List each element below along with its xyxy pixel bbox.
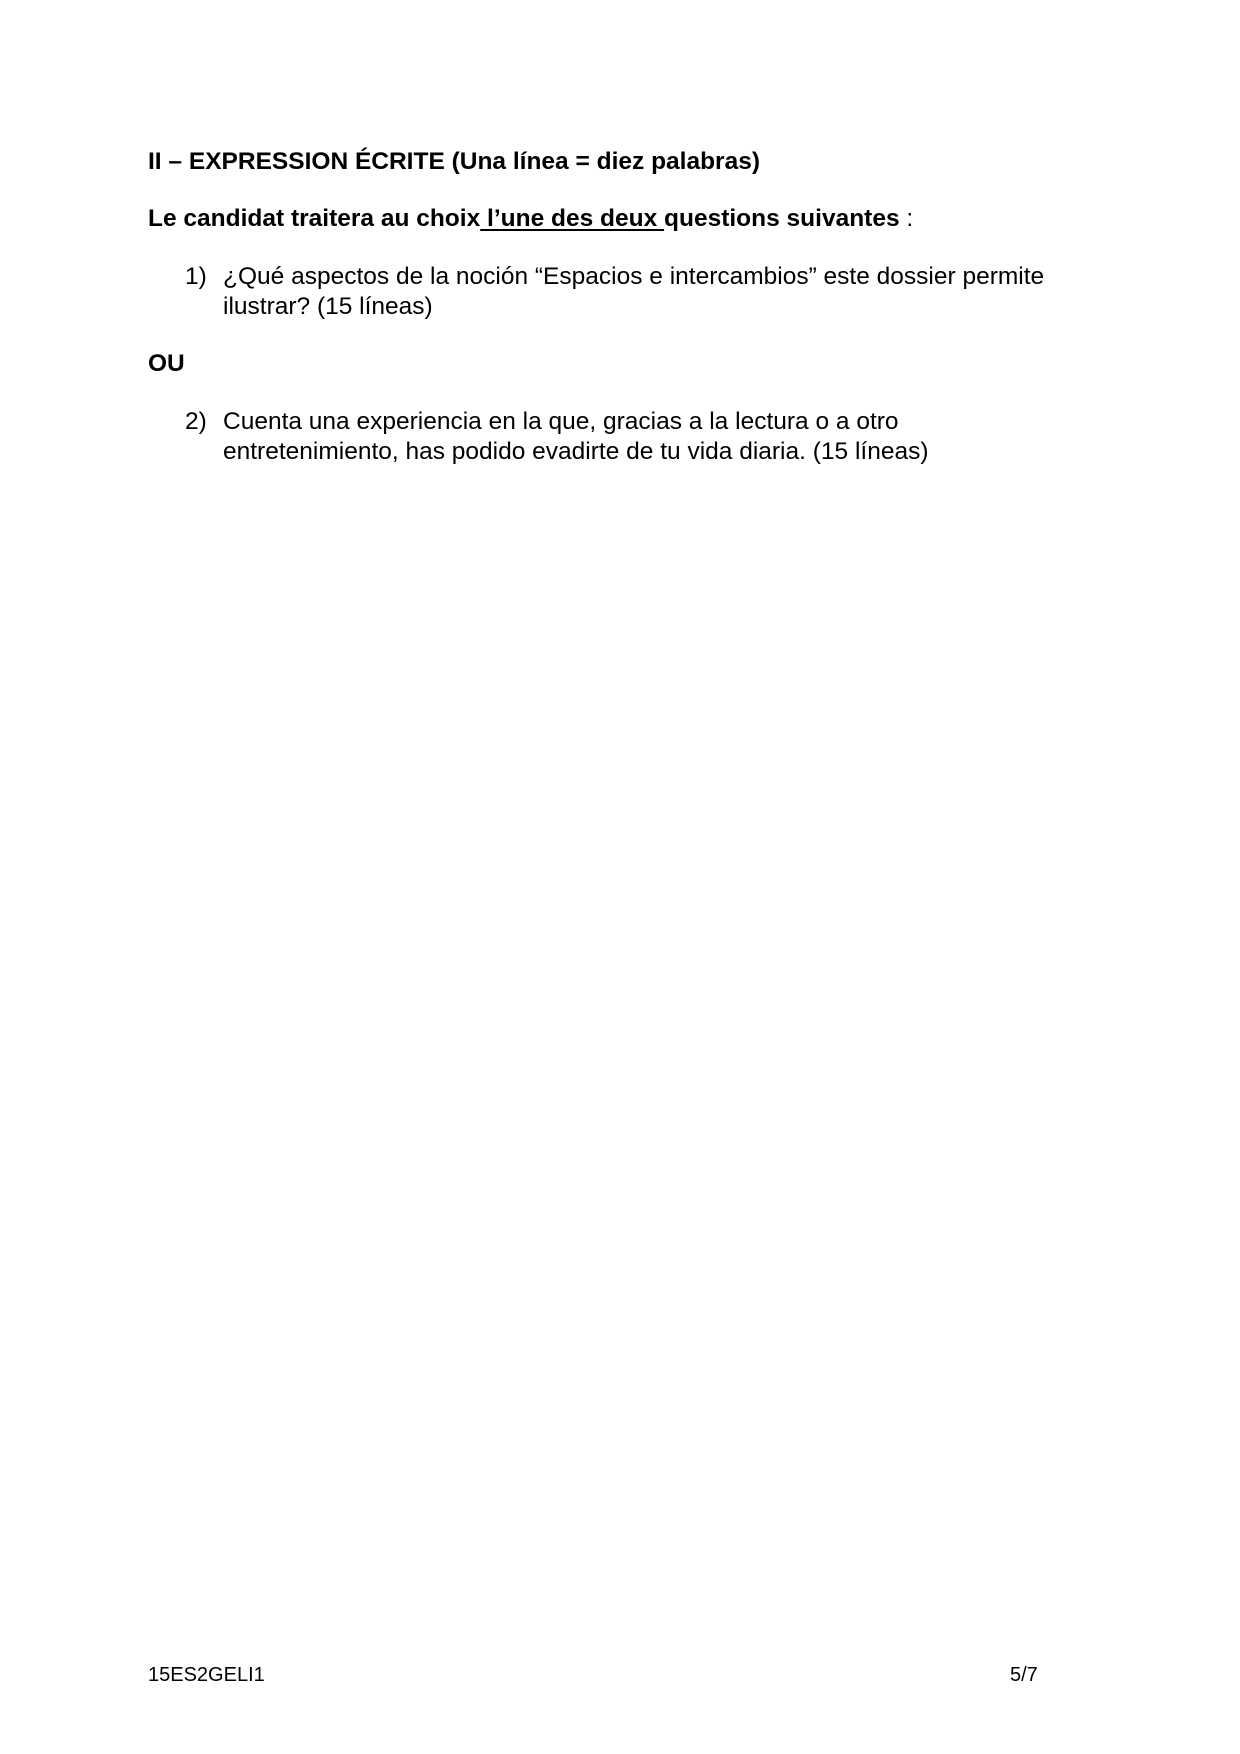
instruction-before: Le candidat traitera au choix (148, 205, 481, 232)
question-text-line: Cuenta una experiencia en la que, gracias a la lectura o a otro (223, 408, 899, 435)
question-text-line: ¿Qué aspectos de la noción “Espacios e intercambios” este dossier permite (223, 263, 1045, 290)
footer-page-number: 5/7 (1010, 1664, 1038, 1686)
instruction-underlined: l’une des deux (480, 205, 665, 232)
footer-code: 15ES2GELI1 (148, 1664, 265, 1686)
question-number: 2) (185, 408, 207, 435)
instruction-colon: : (899, 205, 914, 232)
instruction-after: questions suivantes (664, 205, 900, 232)
separator-ou: OU (148, 350, 185, 377)
section-title: II – EXPRESSION ÉCRITE (Una línea = diez palabras) (148, 148, 760, 175)
question-text-line: entretenimiento, has podido evadirte de tu vida diaria. (15 líneas) (223, 438, 929, 465)
question-number: 1) (185, 263, 207, 290)
question-text-line: ilustrar? (15 líneas) (223, 293, 433, 320)
instruction (148, 204, 913, 234)
